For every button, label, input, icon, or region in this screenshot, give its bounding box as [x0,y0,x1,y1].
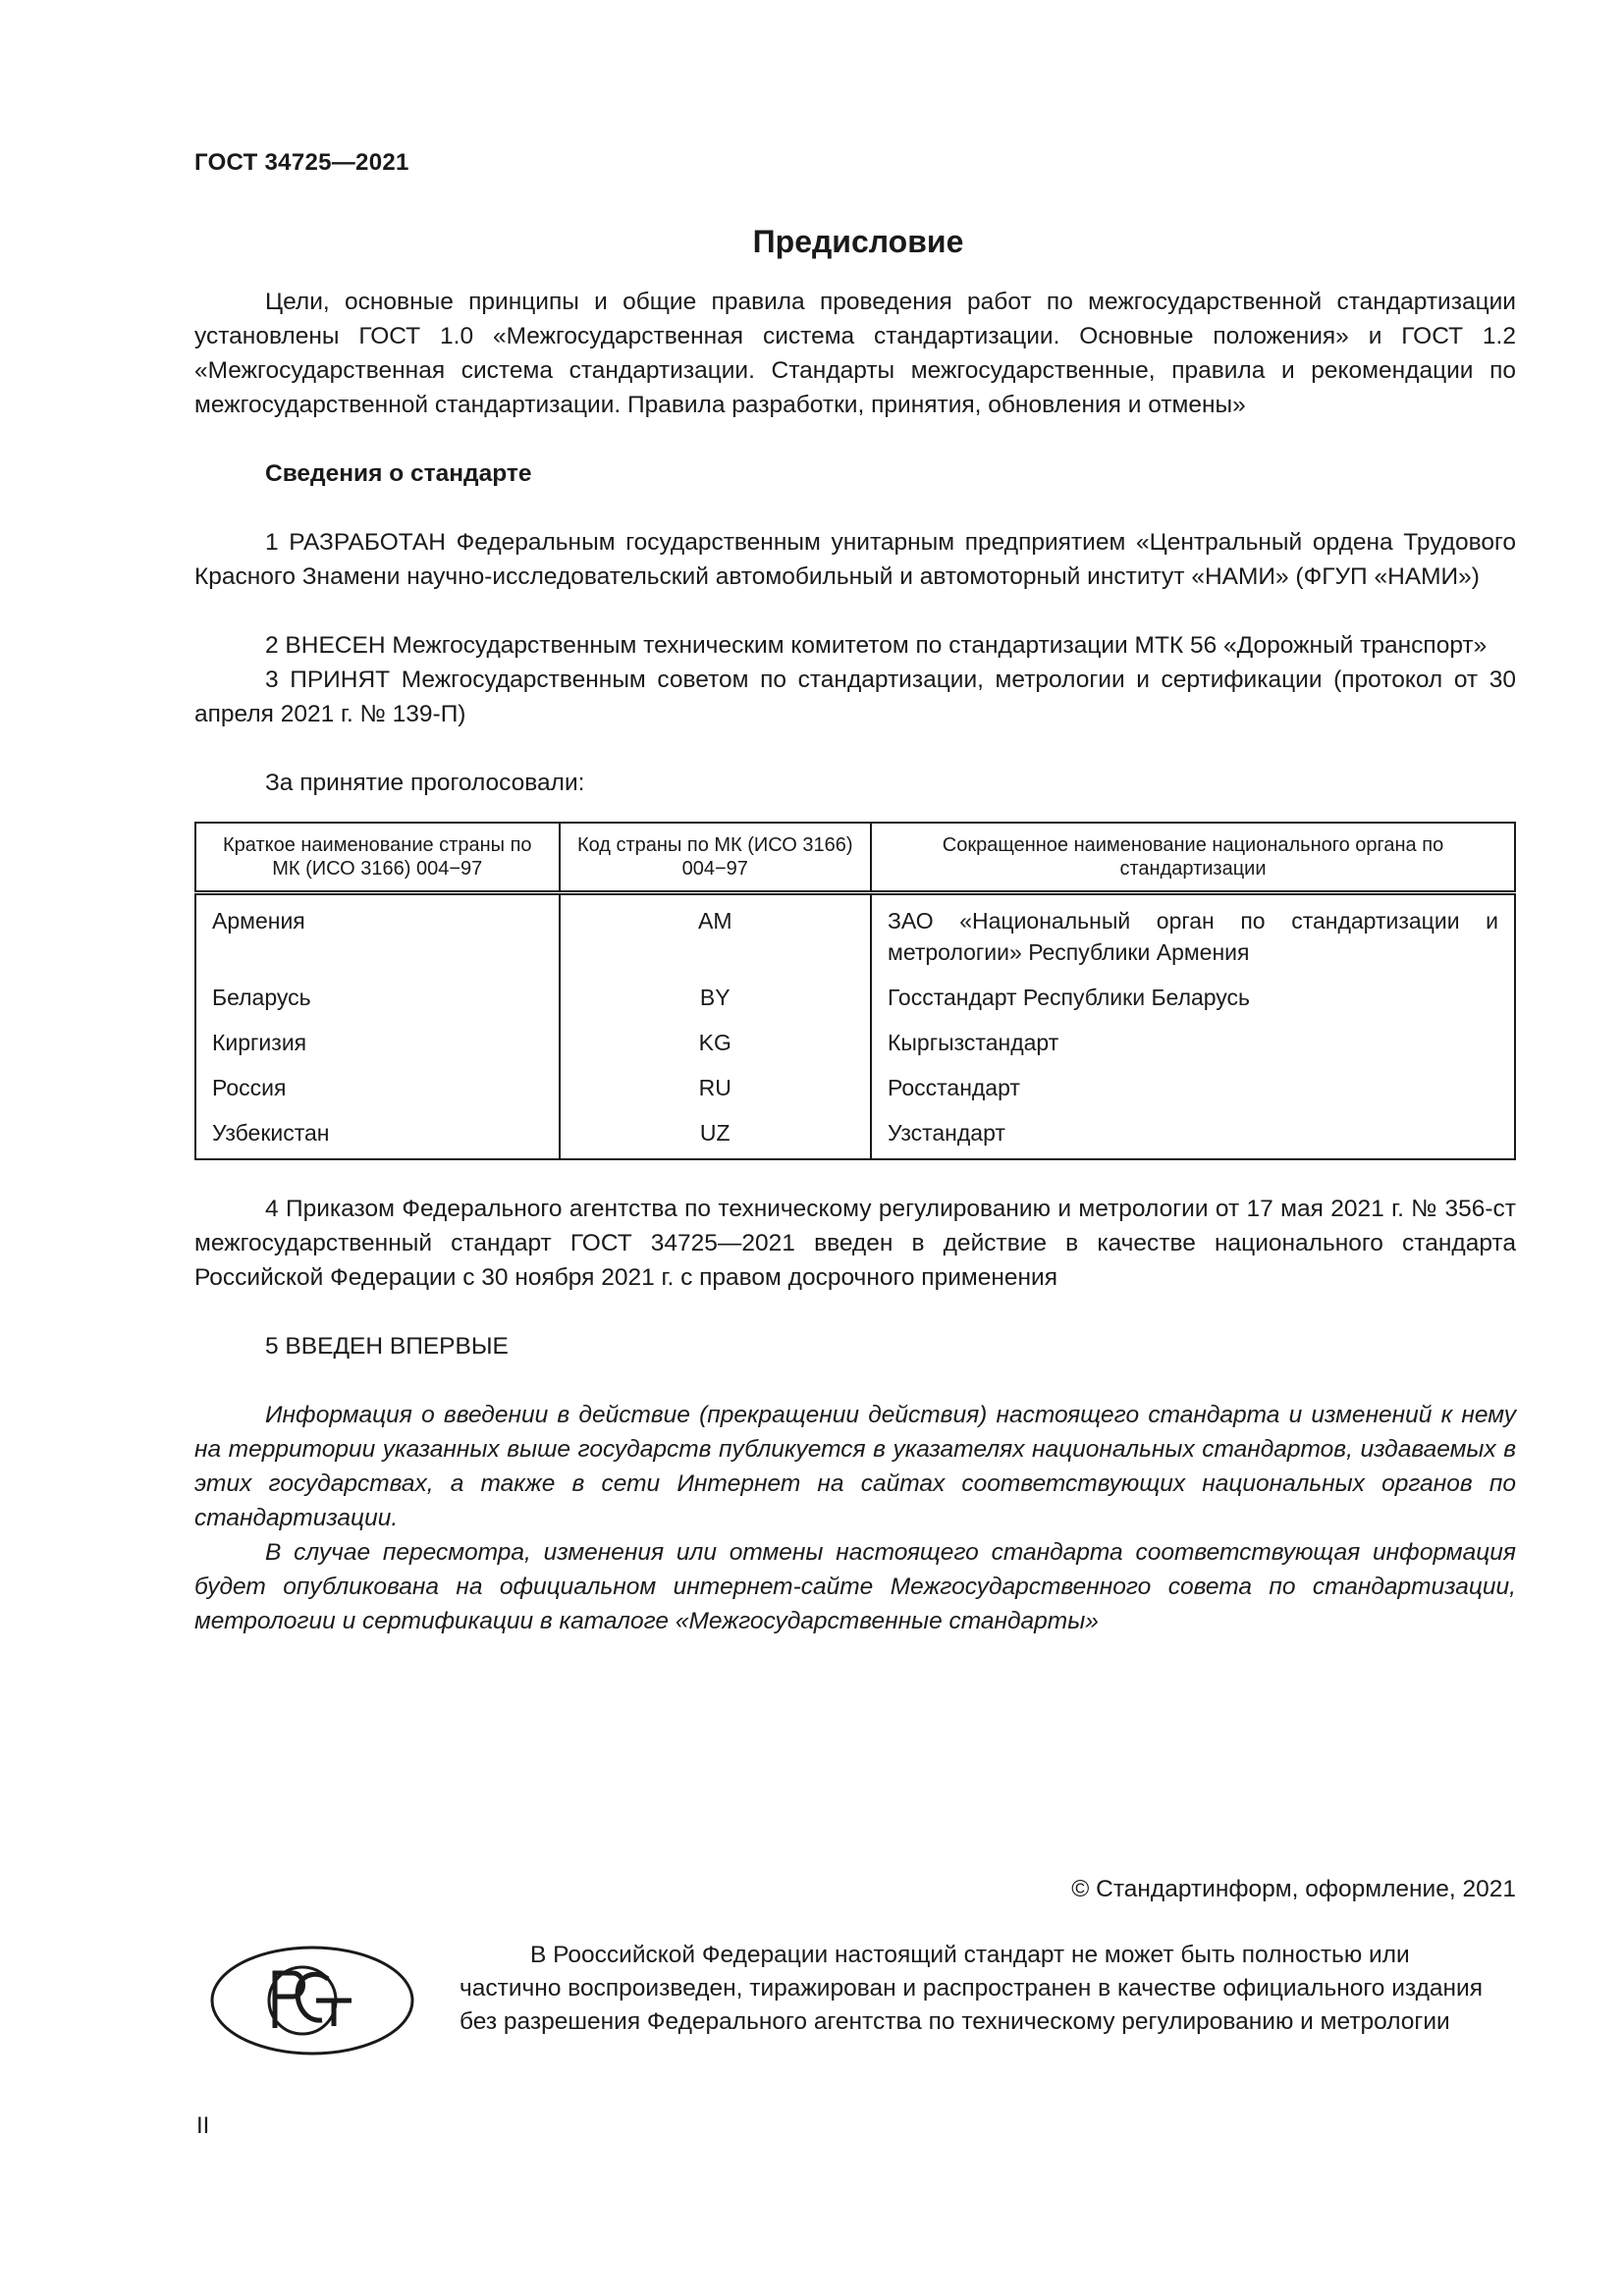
column-header-org: Сокращенное наименование национального органа по стандартизации [871,823,1515,893]
table-row [195,1065,1515,1110]
note-revision: В случае пересмотра, изменения или отмены настоящего стандарта соответствующая информация будет опубликована на официальном интернет-сайте Межгосударственного совета по стандартизации, метрологии и сертификации в каталоге «Межгосударственные стандарты» [194,1539,1516,1634]
notes-block [194,1398,1516,1638]
cell-country: Россия [195,1065,560,1110]
cell-org: Узстандарт [871,1110,1515,1159]
note-information: Информация о введении в действие (прекращении действия) настоящего стандарта и изменений к нему на территории указанных выше государств публикуется в указателях национальных стандартов, издаваемых в этих государствах, а также в сети Интернет на сайтах соответствующих национальных органов по стандартизации. [194,1402,1516,1531]
rst-logo [208,1944,416,2057]
votes-table [194,822,1516,1160]
cell-code: RU [560,1065,871,1110]
table-header-row [195,823,1515,893]
item-developed: 1 РАЗРАБОТАН Федеральным государственным унитарным предприятием «Центральный ордена Трудового Красного Знамени научно-исследовательский автомобильный и автомоторный институт «НАМИ» (ФГУП «НАМИ») [194,529,1516,590]
cell-org: Госстандарт Республики Беларусь [871,975,1515,1020]
table-row [195,975,1515,1020]
cell-org: ЗАО «Национальный орган по стандартизации и метрологии» Республики Армения [871,893,1515,976]
notice-text: В Рооссийской Федерации настоящий стандарт не может быть полностью или частично воспроизведен, тиражирован и распространен в качестве официального издания без разрешения Федерального агентства по техническому регулированию и метрологии [460,1942,1483,2035]
page-number: II [196,2112,210,2139]
page-title: Предисловие [752,224,964,259]
info-heading: Сведения о стандарте [265,460,532,487]
copyright-line: © Стандартинформ, оформление, 2021 [1071,1876,1516,1902]
cell-country: Киргизия [195,1020,560,1065]
table-row [195,1020,1515,1065]
document-code: ГОСТ 34725—2021 [194,149,409,176]
intro-paragraph: Цели, основные принципы и общие правила проведения работ по межгосударственной стандартизации установлены ГОСТ 1.0 «Межгосударственная система стандартизации. Основные положения» и ГОСТ 1.2 «Межгосударственная система стандартизации. Стандарты межгосударственные, правила и рекомендации по межгосударственной стандартизации. Правила разработки, принятия, обновления и отмены» [194,289,1516,418]
cell-org: Кыргызстандарт [871,1020,1515,1065]
table-row [195,893,1515,976]
table-row [195,1110,1515,1159]
column-header-code: Код страны по МК (ИСО 3166) 004−97 [560,823,871,893]
cell-country: Узбекистан [195,1110,560,1159]
cell-code: UZ [560,1110,871,1159]
cell-code: AM [560,893,871,976]
document-body [194,285,1516,1638]
cell-country: Беларусь [195,975,560,1020]
item-enacted: 4 Приказом Федерального агентства по техническому регулированию и метрологии от 17 мая 2021 г. № 356-ст межгосударственный стандарт ГОСТ 34725—2021 введен в действие в качестве национального стандарта Российской Федерации с 30 ноября 2021 г. с правом досрочного применения [194,1196,1516,1291]
item-introduced: 2 ВНЕСЕН Межгосударственным техническим комитетом по стандартизации МТК 56 «Дорожный транспорт» [265,632,1488,659]
item-adopted: 3 ПРИНЯТ Межгосударственным советом по стандартизации, метрологии и сертификации (протокол от 30 апреля 2021 г. № 139-П) [194,667,1516,727]
reproduction-notice [460,1939,1516,2039]
cell-code: BY [560,975,871,1020]
votes-intro: За принятие проголосовали: [265,770,585,796]
cell-country: Армения [195,893,560,976]
cell-code: KG [560,1020,871,1065]
cell-org: Росстандарт [871,1065,1515,1110]
item-first-introduced: 5 ВВЕДЕН ВПЕРВЫЕ [265,1333,509,1360]
column-header-country: Краткое наименование страны по МК (ИСО 3166) 004−97 [195,823,560,893]
